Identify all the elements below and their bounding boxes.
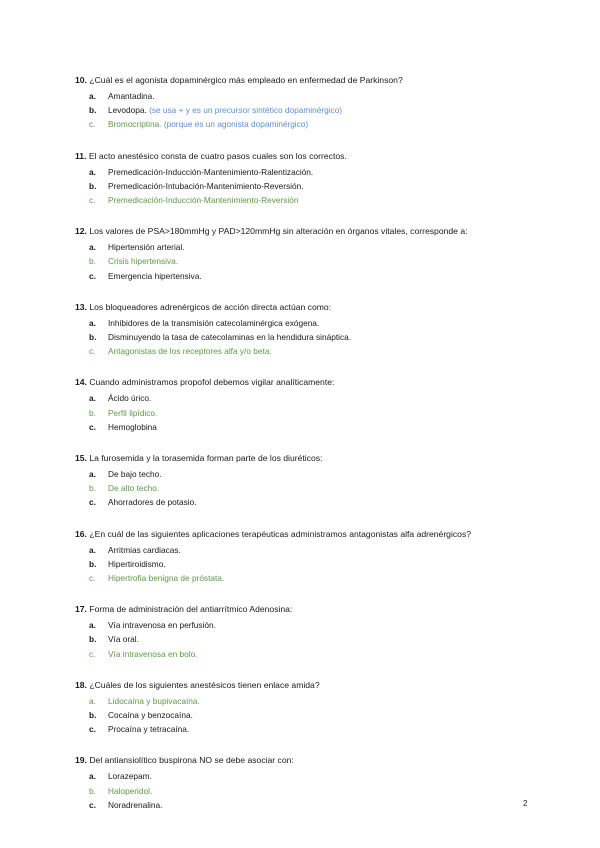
question-number: 10. <box>75 75 87 85</box>
answer-option-correct <box>75 406 545 420</box>
question-stem: El acto anestésico consta de cuatro pasos cuales son los correctos. <box>88 150 347 161</box>
option-text: Arritmias cardiacas. <box>108 544 181 555</box>
option-text: Premedicación-Inducción-Mantenimiento-Ralentización. <box>108 166 314 177</box>
option-body <box>108 647 197 661</box>
option-text: Emergencia hipertensiva. <box>108 270 202 281</box>
question-text <box>75 451 545 465</box>
option-text: Vía intravenosa en bolo. <box>108 648 198 659</box>
option-body <box>108 117 308 131</box>
option-body <box>108 240 185 254</box>
question-number: 19. <box>75 755 87 766</box>
option-body <box>108 784 152 798</box>
option-body <box>108 557 166 571</box>
option-letter: b. <box>89 256 96 267</box>
question <box>75 224 545 283</box>
option-letter: a. <box>89 695 96 706</box>
option-body <box>108 694 200 708</box>
question-stem: Cuando administramos propofol debemos vigilar analíticamente: <box>89 377 335 388</box>
answer-option <box>75 316 545 330</box>
option-text: Antagonistas de los receptores alfa y/o beta. <box>108 346 272 357</box>
question-number: 18. <box>75 679 87 690</box>
question <box>75 375 545 434</box>
option-body <box>108 708 193 722</box>
option-body <box>108 632 139 646</box>
answer-option-correct <box>75 117 545 131</box>
option-letter: b. <box>89 483 96 494</box>
answer-option-correct <box>75 694 545 708</box>
option-body <box>108 618 216 632</box>
option-letter: a. <box>89 166 96 177</box>
option-text: Amantadina. <box>108 91 155 101</box>
answer-option <box>75 240 545 254</box>
question-text <box>75 149 545 163</box>
option-body <box>108 543 181 557</box>
question-text <box>75 527 545 541</box>
option-letter: b. <box>89 558 97 569</box>
question <box>75 451 545 510</box>
option-body <box>108 165 313 179</box>
option-text: Premedicación-Intubación-Mantenimiento-Reversión. <box>108 180 304 191</box>
answer-option <box>75 618 545 632</box>
question <box>75 678 545 737</box>
question-stem: Los valores de PSA>180mmHg y PAD>120mmHg sin alteración en órganos vitales, corresponde a: <box>89 226 468 237</box>
option-text: Crisis hipertensiva. <box>108 256 179 267</box>
option-letter: a. <box>89 469 96 480</box>
answer-option <box>75 391 545 405</box>
option-text: Cocaína y benzocaína. <box>108 710 193 721</box>
question-text <box>75 300 545 314</box>
answer-option <box>75 420 545 434</box>
option-body <box>108 769 152 783</box>
question-stem: La furosemida y la torasemida forman parte de los diuréticos: <box>89 453 323 464</box>
option-body <box>108 481 159 495</box>
option-body <box>108 89 155 103</box>
question-text <box>75 375 545 389</box>
answer-option-correct <box>75 481 545 495</box>
option-body <box>108 391 151 405</box>
option-text: Haloperidol. <box>108 785 153 796</box>
option-text: Hipertiroidismo. <box>108 558 166 569</box>
option-letter: a. <box>89 620 96 631</box>
question-number: 16. <box>75 528 87 539</box>
question <box>75 753 545 812</box>
option-letter: b. <box>89 105 97 116</box>
question-number: 17. <box>75 604 87 615</box>
option-text: Ácido úrico. <box>108 393 152 404</box>
option-text: De bajo techo. <box>108 469 162 480</box>
answer-option <box>75 543 545 557</box>
option-body <box>108 467 162 481</box>
option-body <box>108 571 224 585</box>
option-letter: c. <box>89 421 96 432</box>
option-body <box>108 269 202 283</box>
option-text: Procaína y tetracaína. <box>108 724 190 735</box>
option-letter: b. <box>89 407 96 418</box>
option-body <box>108 179 304 193</box>
option-letter: b. <box>89 634 97 645</box>
answer-option <box>75 103 545 117</box>
option-note: (porque es un agonista dopaminérgico) <box>163 119 309 130</box>
option-letter: c. <box>89 270 96 281</box>
option-text: Bromocriptina. <box>108 119 162 130</box>
question-stem: Del antiansiolítico buspirona NO se debe asociar con: <box>89 755 294 766</box>
answer-option <box>75 708 545 722</box>
option-body <box>108 722 189 736</box>
option-body <box>108 254 178 268</box>
option-letter: c. <box>89 119 96 130</box>
option-body <box>108 420 157 434</box>
question-number: 11. <box>75 150 87 161</box>
question-stem: ¿En cuál de las siguientes aplicaciones terapéuticas administramos antagonistas alfa adrenérgicos? <box>89 528 472 539</box>
answer-option <box>75 632 545 646</box>
option-letter: b. <box>89 785 96 796</box>
option-text: Vía oral. <box>108 634 139 645</box>
answer-option <box>75 89 545 103</box>
answer-option-correct <box>75 571 545 585</box>
option-text: Disminuyendo la tasa de catecolaminas en la hendidura sináptica. <box>108 332 352 343</box>
question-number: 12. <box>75 226 87 237</box>
option-text: Premedicación-Inducción-Mantenimiento-Reversión <box>108 195 299 206</box>
answer-option-correct <box>75 647 545 661</box>
question <box>75 602 545 661</box>
answer-option <box>75 722 545 736</box>
option-text: Levodopa. <box>108 105 147 116</box>
answer-option <box>75 269 545 283</box>
question-list <box>75 73 545 812</box>
option-letter: c. <box>89 346 96 357</box>
option-text: Inhibidores de la transmisión catecolaminérgica exógena. <box>108 317 320 328</box>
answer-option <box>75 798 545 812</box>
question <box>75 149 545 208</box>
option-letter: c. <box>89 799 96 810</box>
option-letter: a. <box>89 317 96 328</box>
option-body <box>108 330 351 344</box>
option-letter: a. <box>89 544 96 555</box>
question <box>75 73 545 132</box>
answer-option-correct <box>75 344 545 358</box>
answer-option <box>75 179 545 193</box>
option-body <box>108 103 342 117</box>
question-text <box>75 602 545 616</box>
option-text: Hemoglobina <box>108 421 157 432</box>
option-body <box>108 406 157 420</box>
question <box>75 527 545 586</box>
question-text <box>75 753 545 767</box>
option-letter: a. <box>89 91 96 101</box>
question-number: 13. <box>75 301 87 312</box>
answer-option <box>75 769 545 783</box>
answer-option-correct <box>75 784 545 798</box>
option-text: Hipertensión arterial. <box>108 242 185 253</box>
option-body <box>108 495 197 509</box>
option-text: Lidocaína y bupivacaína. <box>108 695 200 706</box>
answer-option <box>75 557 545 571</box>
option-letter: c. <box>89 724 96 735</box>
question-number: 14. <box>75 377 87 388</box>
option-text: Perfil lipídico. <box>108 407 158 418</box>
answer-option <box>75 495 545 509</box>
option-text: Vía intravenosa en perfusión. <box>108 620 216 631</box>
option-body <box>108 193 298 207</box>
option-letter: b. <box>89 710 97 721</box>
option-letter: a. <box>89 242 96 253</box>
question-stem: ¿Cuáles de los siguientes anestésicos tienen enlace amida? <box>89 679 320 690</box>
option-text: Ahorradores de potasio. <box>108 497 197 508</box>
answer-option-correct <box>75 254 545 268</box>
answer-option <box>75 165 545 179</box>
option-note: (se usa + y es un precursor sintético dopaminérgico) <box>149 105 343 116</box>
option-letter: a. <box>89 771 96 782</box>
question-text <box>75 678 545 692</box>
question-stem: Forma de administración del antiarrítmico Adenosina: <box>89 604 293 615</box>
option-letter: b. <box>89 332 97 343</box>
page-content <box>75 73 545 829</box>
option-text: Lorazepam. <box>108 771 152 782</box>
answer-option <box>75 330 545 344</box>
answer-option-correct <box>75 193 545 207</box>
option-text: De alto techo. <box>108 483 160 494</box>
option-letter: c. <box>89 497 96 508</box>
option-letter: c. <box>89 573 96 584</box>
option-letter: b. <box>89 180 97 191</box>
question-text <box>75 224 545 238</box>
question-text <box>75 73 545 87</box>
page-number: 2 <box>523 799 528 808</box>
option-letter: a. <box>89 393 96 404</box>
option-body <box>108 344 272 358</box>
question-number: 15. <box>75 453 87 464</box>
option-text: Hipertrofia benigna de próstata. <box>108 573 225 584</box>
question-stem: ¿Cuál es el agonista dopaminérgico más empleado en enfermedad de Parkinson? <box>89 75 403 85</box>
option-body <box>108 316 319 330</box>
option-letter: c. <box>89 648 96 659</box>
option-letter: c. <box>89 195 96 206</box>
option-body <box>108 798 162 812</box>
option-text: Noradrenalina. <box>108 799 163 810</box>
question <box>75 300 545 359</box>
answer-option <box>75 467 545 481</box>
question-stem: Los bloqueadores adrenérgicos de acción directa actúan como: <box>89 301 332 312</box>
